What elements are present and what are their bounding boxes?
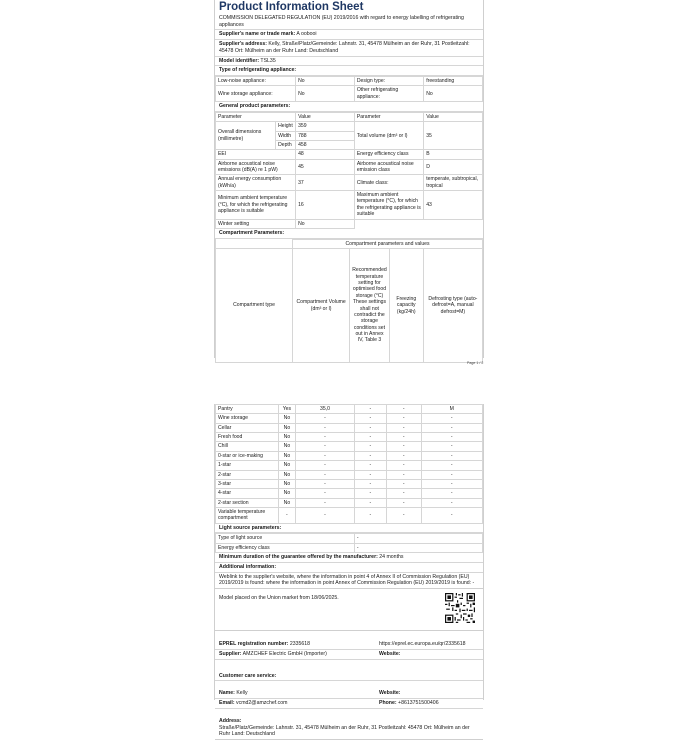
table-row bbox=[216, 191, 483, 219]
supplier-address-row bbox=[215, 40, 483, 57]
compartment-freezing: - bbox=[386, 507, 421, 523]
table-row bbox=[216, 423, 483, 432]
model-id-value: TSL35 bbox=[260, 57, 276, 64]
compartment-volume: - bbox=[296, 461, 355, 470]
compartment-present: - bbox=[278, 507, 295, 523]
compartment-header-table bbox=[215, 239, 483, 363]
winter-setting-label: Winter setting bbox=[216, 219, 296, 228]
compartment-temp: - bbox=[354, 442, 386, 451]
guarantee-label: Minimum duration of the guarantee offered by the manufacturer: bbox=[219, 554, 378, 561]
compartment-volume: - bbox=[296, 470, 355, 479]
total-volume-label: Total volume (dm³ or l) bbox=[354, 122, 423, 150]
type-table bbox=[215, 76, 483, 102]
compartment-temp: - bbox=[354, 479, 386, 488]
page-number: Page 1 / 2 bbox=[467, 361, 484, 365]
page-title: Product Information Sheet bbox=[219, 1, 364, 13]
compartment-table bbox=[215, 404, 483, 524]
compartment-freezing: - bbox=[386, 498, 421, 507]
design-type-label: Design type: bbox=[354, 77, 423, 86]
light-class-value: - bbox=[354, 543, 482, 552]
compartment-defrost: - bbox=[421, 423, 482, 432]
compartment-volume: - bbox=[296, 489, 355, 498]
noise-class-value: D bbox=[424, 159, 483, 175]
eprel-row bbox=[215, 640, 483, 650]
dimensions-label: Overall dimensions (millimetre) bbox=[216, 122, 276, 150]
compartment-freezing: - bbox=[386, 442, 421, 451]
compartment-group-header: Compartment parameters and values bbox=[293, 239, 483, 248]
compartment-temp: - bbox=[354, 414, 386, 423]
table-row bbox=[216, 498, 483, 507]
email-label: Email: bbox=[219, 700, 235, 707]
col-defrosting-type: Defrosting type (auto-defrost=A, manual defrost=M) bbox=[423, 249, 482, 363]
compartment-name: 1-star bbox=[216, 461, 279, 470]
compartment-temp: - bbox=[354, 423, 386, 432]
supplier-value: AMZCHEF Electric GmbH (Importer) bbox=[242, 650, 327, 657]
table-row bbox=[216, 112, 483, 121]
qr-code-icon[interactable] bbox=[445, 593, 475, 623]
energy-class-label: Energy efficiency class bbox=[354, 150, 423, 159]
compartment-name: Chill bbox=[216, 442, 279, 451]
compartment-temp: - bbox=[354, 507, 386, 523]
annual-energy-value: 37 bbox=[296, 175, 355, 191]
value-header: Value bbox=[296, 112, 355, 121]
compartment-defrost: - bbox=[421, 451, 482, 460]
width-label: Width bbox=[276, 131, 296, 140]
table-row bbox=[216, 543, 483, 552]
compartment-name: 3-star bbox=[216, 479, 279, 488]
page-2 bbox=[214, 404, 484, 738]
guarantee-value: 24 months bbox=[379, 554, 404, 561]
depth-value: 458 bbox=[296, 140, 355, 149]
compartment-freezing: - bbox=[386, 423, 421, 432]
table-row bbox=[216, 507, 483, 523]
other-refrigerating-label: Other refrigerating appliance: bbox=[354, 86, 423, 102]
compartment-volume: - bbox=[296, 433, 355, 442]
col-recommended-temp: Recommended temperature setting for optimised food storage (°C) These settings shall not contradict the storage conditions set out in Annex IV, Table 3 bbox=[350, 249, 390, 363]
table-row bbox=[216, 489, 483, 498]
general-table bbox=[215, 112, 483, 229]
model-placed-block bbox=[215, 589, 483, 631]
compartment-freezing: - bbox=[386, 451, 421, 460]
phone-label: Phone: bbox=[379, 700, 397, 707]
table-row bbox=[216, 479, 483, 488]
compartment-present: No bbox=[278, 414, 295, 423]
compartment-name: 4-star bbox=[216, 489, 279, 498]
light-type-value: - bbox=[354, 534, 482, 543]
compartment-volume: - bbox=[296, 507, 355, 523]
table-row bbox=[216, 451, 483, 460]
compartment-temp: - bbox=[354, 461, 386, 470]
depth-label: Depth bbox=[276, 140, 296, 149]
eprel-number: 2335618 bbox=[289, 641, 311, 648]
compartment-freezing: - bbox=[386, 405, 421, 414]
annual-energy-label: Annual energy consumption (kWh/a) bbox=[216, 175, 296, 191]
model-placed-text: Model placed on the Union market from 18/06/2025. bbox=[219, 595, 339, 602]
energy-class-value: B bbox=[424, 150, 483, 159]
table-row bbox=[216, 470, 483, 479]
table-row bbox=[216, 433, 483, 442]
compartment-defrost: - bbox=[421, 442, 482, 451]
height-value: 359 bbox=[296, 122, 355, 131]
compartment-present: No bbox=[278, 498, 295, 507]
email-row bbox=[215, 699, 483, 709]
climate-class-value: temperate, subtropical, tropical bbox=[424, 175, 483, 191]
max-ambient-value: 43 bbox=[424, 191, 483, 219]
compartment-temp: - bbox=[354, 433, 386, 442]
value-header-2: Value bbox=[424, 112, 483, 121]
other-refrigerating-value: No bbox=[424, 86, 483, 102]
min-ambient-label: Minimum ambient temperature (°C), for which the refrigerating appliance is suitable bbox=[216, 191, 296, 219]
compartment-volume: - bbox=[296, 414, 355, 423]
light-type-label: Type of light source bbox=[216, 534, 355, 543]
additional-heading: Additional information: bbox=[215, 563, 483, 573]
website-label: Website: bbox=[379, 650, 401, 657]
total-volume-value: 35 bbox=[424, 122, 483, 150]
width-value: 788 bbox=[296, 131, 355, 140]
table-row bbox=[216, 77, 483, 86]
compartment-name: Wine storage bbox=[216, 414, 279, 423]
table-row bbox=[216, 86, 483, 102]
compartment-name: 2-star section bbox=[216, 498, 279, 507]
compartment-freezing: - bbox=[386, 433, 421, 442]
compartment-defrost: M bbox=[421, 405, 482, 414]
eprel-label: EPREL registration number: bbox=[219, 641, 289, 648]
eei-label: EEI bbox=[216, 150, 296, 159]
table-row bbox=[216, 534, 483, 543]
table-row bbox=[216, 122, 483, 131]
light-heading: Light source parameters: bbox=[215, 524, 483, 534]
general-heading: General product parameters: bbox=[215, 102, 483, 112]
compartment-volume: - bbox=[296, 479, 355, 488]
supplier-address-value: Kelly, Straße/Platz/Gemeinde: Lahnstr. 31, 45478 Mülheim an der Ruhr, 31 Postleitzahl: 45478 Ort: Mülheim an der Ruhr Land: Deutschland bbox=[219, 41, 470, 54]
eei-value: 48 bbox=[296, 150, 355, 159]
weblink-text: Weblink to the supplier's website, where the information in point 4 of Annex II of Commission Regulation (EU) 2019/2019 is found: where the information in point Annex of Commission Regulation (EU) 2019/2019 is found: - bbox=[215, 573, 483, 590]
compartment-present: No bbox=[278, 489, 295, 498]
compartment-volume: - bbox=[296, 498, 355, 507]
website2-label: Website: bbox=[379, 690, 401, 697]
compartment-defrost: - bbox=[421, 470, 482, 479]
compartment-defrost: - bbox=[421, 507, 482, 523]
compartment-present: No bbox=[278, 479, 295, 488]
compartment-volume: - bbox=[296, 423, 355, 432]
email-link[interactable]: vcmd2@amzchef.com bbox=[236, 700, 288, 707]
compartment-present: No bbox=[278, 423, 295, 432]
compartment-freezing: - bbox=[386, 470, 421, 479]
model-id-label: Model identifier: bbox=[219, 57, 260, 64]
model-id-row bbox=[215, 57, 483, 67]
table-row bbox=[216, 414, 483, 423]
compartment-volume: 35,0 bbox=[296, 405, 355, 414]
regulation-text: COMMISSION DELEGATED REGULATION (EU) 2019/2016 with regard to energy labelling of refrigerating appliances bbox=[215, 15, 483, 31]
table-row bbox=[216, 239, 483, 248]
compartment-name: Cellar bbox=[216, 423, 279, 432]
compartment-name: Pantry bbox=[216, 405, 279, 414]
compartment-defrost: - bbox=[421, 414, 482, 423]
compartment-freezing: - bbox=[386, 461, 421, 470]
compartment-defrost: - bbox=[421, 479, 482, 488]
compartment-present: No bbox=[278, 451, 295, 460]
customer-care-heading: Customer care service: bbox=[215, 672, 483, 682]
type-heading: Type of refrigerating appliance: bbox=[215, 66, 483, 76]
compartment-volume: - bbox=[296, 442, 355, 451]
compartment-present: No bbox=[278, 433, 295, 442]
address-label: Address: bbox=[219, 717, 242, 724]
compartment-freezing: - bbox=[386, 414, 421, 423]
compartment-present: Yes bbox=[278, 405, 295, 414]
compartment-temp: - bbox=[354, 451, 386, 460]
climate-class-label: Climate class: bbox=[354, 175, 423, 191]
compartment-volume: - bbox=[296, 451, 355, 460]
table-row bbox=[216, 159, 483, 175]
param-header-2: Parameter bbox=[354, 112, 423, 121]
table-row bbox=[216, 442, 483, 451]
table-row bbox=[216, 219, 483, 228]
table-row bbox=[216, 175, 483, 191]
table-row bbox=[216, 150, 483, 159]
noise-class-label: Airborne acoustical noise emission class bbox=[354, 159, 423, 175]
winter-setting-value: No bbox=[296, 219, 355, 228]
height-label: Height bbox=[276, 122, 296, 131]
compartment-temp: - bbox=[354, 405, 386, 414]
param-header: Parameter bbox=[216, 112, 296, 121]
supplier-name-row bbox=[215, 30, 483, 40]
compartment-present: No bbox=[278, 461, 295, 470]
compartment-name: Fresh food bbox=[216, 433, 279, 442]
compartment-temp: - bbox=[354, 470, 386, 479]
name-label: Name: bbox=[219, 690, 235, 697]
compartment-name: Variable temperature compartment bbox=[216, 507, 279, 523]
max-ambient-label: Maximum ambient temperature (°C), for which the refrigerating appliance is suitable bbox=[354, 191, 423, 219]
eprel-link[interactable]: https://eprel.ec.europa.eu/qr/2335618 bbox=[379, 641, 466, 648]
design-type-value: freestanding bbox=[424, 77, 483, 86]
compartment-present: No bbox=[278, 470, 295, 479]
wine-storage-value: No bbox=[296, 86, 355, 102]
noise-emissions-value: 45 bbox=[296, 159, 355, 175]
low-noise-label: Low-noise appliance: bbox=[216, 77, 296, 86]
low-noise-value: No bbox=[296, 77, 355, 86]
light-table bbox=[215, 533, 483, 553]
address-value: Straße/Platz/Gemeinde: Lahnstr. 31, 45478 Mülheim an der Ruhr, 31 Postleitzahl: 45478 Ort: Mülheim an der Ruhr Land: Deutschland bbox=[219, 724, 470, 738]
compartment-defrost: - bbox=[421, 498, 482, 507]
compartment-heading: Compartment Parameters: bbox=[215, 229, 483, 239]
supplier-address-label: Supplier's address: bbox=[219, 41, 267, 48]
name-row bbox=[215, 689, 483, 699]
table-row bbox=[216, 461, 483, 470]
col-freezing-capacity: Freezing capacity (kg/24h) bbox=[389, 249, 423, 363]
compartment-freezing: - bbox=[386, 479, 421, 488]
compartment-name: 0-star or ice-making bbox=[216, 451, 279, 460]
phone-value: +8613751500406 bbox=[398, 700, 439, 707]
compartment-defrost: - bbox=[421, 461, 482, 470]
page-1 bbox=[214, 0, 484, 358]
address-block bbox=[215, 717, 483, 740]
supplier-label: Supplier: bbox=[219, 650, 242, 657]
compartment-name: 2-star bbox=[216, 470, 279, 479]
min-ambient-value: 16 bbox=[296, 191, 355, 219]
noise-emissions-label: Airborne acoustical noise emissions (dB(A) re 1 pW) bbox=[216, 159, 296, 175]
table-row bbox=[216, 405, 483, 414]
supplier-row bbox=[215, 650, 483, 660]
table-row bbox=[216, 249, 483, 363]
col-compartment-volume: Compartment Volume (dm³ or l) bbox=[293, 249, 350, 363]
guarantee-row bbox=[215, 553, 483, 563]
name-value: Kelly bbox=[236, 690, 248, 697]
supplier-name-value: A oobooi bbox=[296, 31, 317, 38]
compartment-freezing: - bbox=[386, 489, 421, 498]
compartment-present: No bbox=[278, 442, 295, 451]
compartment-defrost: - bbox=[421, 433, 482, 442]
supplier-name-label: Supplier's name or trade mark: bbox=[219, 31, 296, 38]
wine-storage-label: Wine storage appliance: bbox=[216, 86, 296, 102]
light-class-label: Energy efficiency class bbox=[216, 543, 355, 552]
compartment-temp: - bbox=[354, 489, 386, 498]
compartment-temp: - bbox=[354, 498, 386, 507]
col-compartment-type: Compartment type bbox=[216, 249, 293, 363]
compartment-defrost: - bbox=[421, 489, 482, 498]
